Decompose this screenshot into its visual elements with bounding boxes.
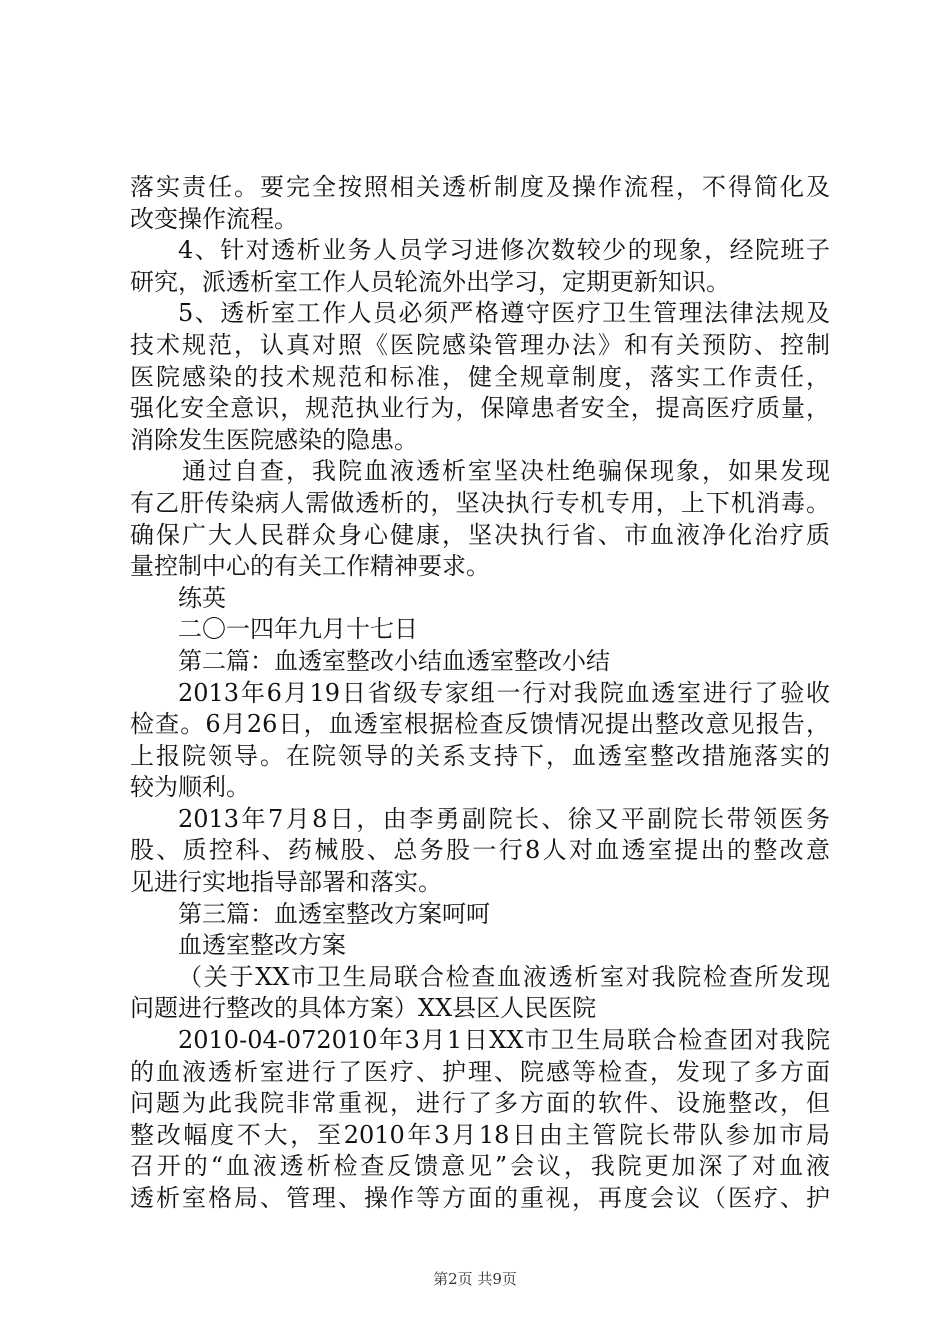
paragraph-self-check-line: 通过自查，我院血液透析室坚决杜绝骗保现象，如果发现 bbox=[182, 457, 830, 486]
section-heading-2: 第二篇：血透室整改小结血透室整改小结 bbox=[178, 646, 610, 675]
section-heading-3: 第三篇：血透室整改方案呵呵 bbox=[178, 899, 490, 928]
text-line: 强化安全意识，规范执业行为，保障患者安全，提高医疗质量， bbox=[130, 394, 830, 423]
text-line: 2013年6月19日省级专家组一行对我院血透室进行了验收 bbox=[178, 678, 830, 707]
text-line: 上报院领导。在院领导的关系支持下，血透室整改措施落实的 bbox=[130, 741, 830, 770]
text-line: 医院感染的技术规范和标准，健全规章制度，落实工作责任， bbox=[130, 362, 830, 391]
text-line: 2013年7月8日，由李勇副院长、徐又平副院长带领医务 bbox=[178, 804, 830, 833]
text-line: 有乙肝传染病人需做透析的，坚决执行专机专用，上下机消毒。 bbox=[130, 488, 830, 517]
paragraph-4-line: 4、针对透析业务人员学习进修次数较少的现象，经院班子 bbox=[178, 236, 830, 265]
signature-name: 练英 bbox=[178, 583, 226, 612]
text-line: 的血液透析室进行了医疗、护理、院感等检查，发现了多方面 bbox=[130, 1057, 830, 1086]
text-line: 检查。6月26日，血透室根据检查反馈情况提出整改意见报告， bbox=[130, 710, 830, 739]
text-line: 量控制中心的有关工作精神要求。 bbox=[130, 552, 490, 581]
document-body bbox=[130, 172, 830, 1215]
text-line: 技术规范，认真对照《医院感染管理办法》和有关预防、控制 bbox=[130, 330, 830, 359]
text-line: 确保广大人民群众身心健康，坚决执行省、市血液净化治疗质 bbox=[130, 520, 830, 549]
text-line: 召开的“血液透析检查反馈意见”会议，我院更加深了对血液 bbox=[130, 1152, 830, 1181]
text-line: 股、质控科、药械股、总务股一行8人对血透室提出的整改意 bbox=[130, 836, 830, 865]
text-line: 问题进行整改的具体方案）XX县区人民医院 bbox=[130, 994, 597, 1023]
text-line: 整改幅度不大，至2010年3月18日由主管院长带队参加市局 bbox=[130, 1120, 830, 1149]
text-line: 落实责任。要完全按照相关透析制度及操作流程，不得简化及 bbox=[130, 173, 830, 201]
text-line: （关于XX市卫生局联合检查血液透析室对我院检查所发现 bbox=[178, 962, 830, 991]
text-line: 见进行实地指导部署和落实。 bbox=[130, 868, 442, 897]
text-line: 透析室格局、管理、操作等方面的重视，再度会议（医疗、护 bbox=[130, 1184, 830, 1212]
text-line: 改变操作流程。 bbox=[130, 204, 298, 233]
text-line: 2010-04-072010年3月1日XX市卫生局联合检查团对我院 bbox=[178, 1026, 830, 1055]
plan-title: 血透室整改方案 bbox=[178, 931, 346, 960]
text-line: 研究，派透析室工作人员轮流外出学习，定期更新知识。 bbox=[130, 267, 730, 296]
paragraph-5-line: 5、透析室工作人员必须严格遵守医疗卫生管理法律法规及 bbox=[178, 299, 830, 328]
text-line: 问题为此我院非常重视，进行了多方面的软件、设施整改，但 bbox=[130, 1089, 830, 1118]
text-line: 较为顺利。 bbox=[130, 773, 250, 802]
page-number-footer: 第2页 共9页 bbox=[433, 1270, 517, 1288]
signature-date: 二〇一四年九月十七日 bbox=[178, 615, 418, 644]
text-line: 消除发生医院感染的隐患。 bbox=[130, 425, 418, 454]
